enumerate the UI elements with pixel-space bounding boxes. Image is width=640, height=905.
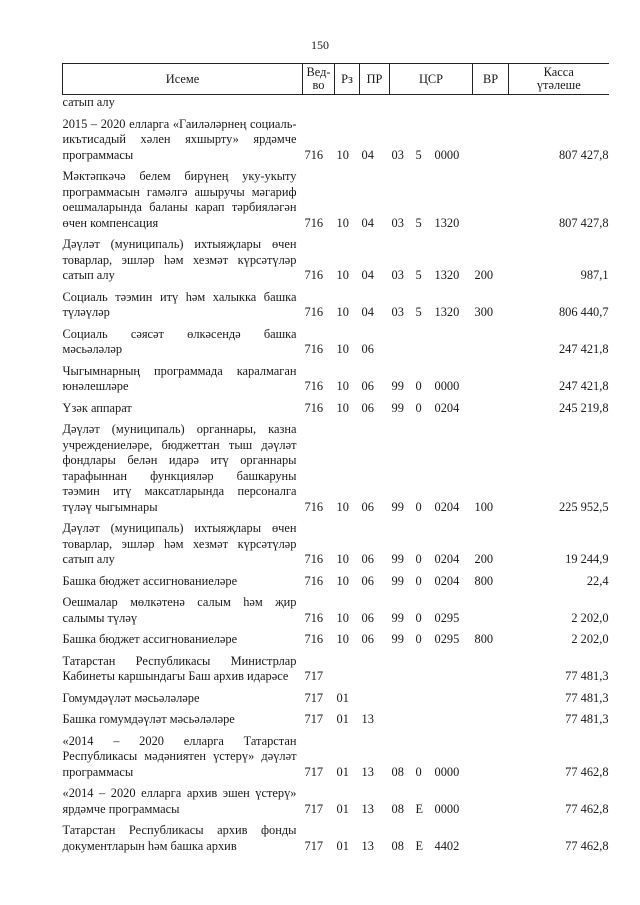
row-rz: 10 [336, 610, 349, 625]
row-csr-subprogram: 0 [415, 764, 422, 779]
table-row [63, 422, 609, 515]
row-vr: 800 [474, 573, 494, 588]
row-csr-subprogram [414, 95, 433, 111]
table-row [63, 595, 609, 626]
row-ved: 717 [304, 712, 324, 726]
row-ved: 716 [304, 400, 324, 415]
row-csr-subprogram: 0 [415, 610, 422, 625]
row-csr-program [390, 327, 414, 358]
row-pr [360, 654, 390, 685]
row-csr-direction [433, 691, 473, 707]
row-csr-program: 03 [391, 215, 404, 230]
row-kassa: 2 202,0 [571, 632, 609, 646]
row-kassa: 806 440,7 [558, 305, 609, 319]
table-row [63, 169, 609, 231]
row-csr-program: 03 [391, 268, 404, 282]
row-csr-program: 08 [391, 801, 404, 816]
header-kassa: Касса үтәлеше [509, 64, 609, 95]
row-vr [473, 712, 509, 728]
header-name: Исеме [63, 64, 303, 95]
row-csr-direction: 0204 [434, 552, 460, 566]
header-pr: ПР [360, 64, 390, 95]
row-name: Татарстан Республикасы архив фонды документларын һәм башка архив [62, 823, 297, 853]
row-name: Башка гомумдәүләт мәсьәләләре [62, 712, 235, 726]
row-kassa: 807 427,8 [558, 215, 609, 230]
table-row [63, 654, 609, 685]
header-vr: ВР [473, 64, 509, 95]
row-ved: 717 [304, 690, 324, 705]
row-name: «2014 – 2020 елларга Татарстан Республикасы мәдәниятен үстерү» дәүләт программасы [62, 733, 297, 779]
row-name: Гомумдәүләт мәсьәләләре [62, 690, 200, 705]
row-csr-direction: 0204 [434, 499, 460, 514]
row-vr [473, 327, 509, 358]
row-rz: 01 [336, 838, 349, 853]
row-pr: 06 [361, 379, 374, 393]
row-csr-direction: 0000 [434, 764, 460, 779]
row-ved: 716 [304, 610, 324, 625]
row-rz [335, 95, 360, 111]
row-name: Социаль тәэмин итү һәм халыкка башка түләүләр [62, 289, 297, 319]
row-name: Чыгымнарның программада каралмаган юнәлешләре [62, 363, 297, 393]
row-csr-subprogram [414, 327, 433, 358]
row-vr: 200 [474, 552, 494, 566]
table-row [63, 823, 609, 854]
row-csr-program [390, 691, 414, 707]
row-ved: 716 [304, 215, 324, 230]
row-rz: 01 [336, 801, 349, 816]
row-ved: 716 [304, 379, 324, 393]
table-row [63, 786, 609, 817]
row-rz [335, 654, 360, 685]
table-row [63, 237, 609, 284]
table-row [63, 401, 609, 417]
row-vr [473, 691, 509, 707]
row-csr-subprogram [414, 654, 433, 685]
row-csr-subprogram [414, 712, 433, 728]
row-ved: 717 [304, 801, 324, 816]
row-name: сатып алу [62, 95, 115, 109]
row-ved: 717 [304, 764, 324, 779]
row-csr-program [390, 654, 414, 685]
row-csr-program: 99 [391, 499, 404, 514]
table-row [63, 691, 609, 707]
row-kassa: 245 219,8 [558, 400, 609, 415]
row-name: Дәүләт (муниципаль) органнары, казна учреждениеләре, бюджеттан тыш дәүләт фондлары белән идарә итү органнары тарафыннан функцияләр башкаруны тәэмин итү максатларында персоналга түләү чыгымнары [62, 422, 297, 514]
row-pr: 06 [361, 400, 374, 415]
row-ved: 716 [304, 305, 324, 319]
row-name: Оешмалар мөлкәтенә салым һәм җир салымы түләү [62, 595, 297, 625]
row-rz: 10 [336, 499, 349, 514]
row-csr-program [390, 712, 414, 728]
row-kassa: 225 952,5 [558, 499, 609, 514]
row-csr-direction: 0000 [434, 379, 460, 393]
row-name: Социаль сәясәт өлкәсендә башка мәсьәләләр [62, 326, 297, 356]
row-csr-program: 99 [391, 379, 404, 393]
row-vr: 100 [474, 499, 494, 514]
row-rz: 10 [336, 305, 349, 319]
row-rz: 01 [336, 712, 349, 726]
row-kassa: 247 421,8 [558, 342, 609, 356]
row-pr: 06 [361, 342, 374, 356]
row-vr [473, 364, 509, 395]
row-kassa: 77 462,8 [565, 764, 609, 779]
row-pr: 06 [361, 499, 374, 514]
row-rz: 10 [336, 632, 349, 646]
row-ved: 716 [304, 342, 324, 356]
row-ved: 716 [304, 499, 324, 514]
row-pr: 06 [361, 552, 374, 566]
row-pr: 06 [361, 573, 374, 588]
row-vr: 800 [474, 632, 494, 646]
row-name: Дәүләт (муниципаль) ихтыяҗлары өчен товарлар, эшләр һәм хезмәт күрсәтүләр сатып алу [62, 237, 297, 282]
row-name: Башка бюджет ассигнованиеләре [62, 573, 238, 588]
row-csr-program [390, 95, 414, 111]
row-csr-subprogram: Е [415, 838, 424, 853]
row-ved: 716 [304, 552, 324, 566]
row-csr-subprogram: 0 [415, 379, 422, 393]
row-pr: 13 [361, 764, 374, 779]
row-kassa: 77 481,3 [565, 690, 609, 705]
row-csr-program: 08 [391, 838, 404, 853]
row-kassa [509, 95, 609, 111]
row-kassa: 247 421,8 [558, 379, 609, 393]
row-vr [473, 95, 509, 111]
row-ved: 716 [304, 573, 324, 588]
row-pr [360, 95, 390, 111]
row-csr-subprogram: 0 [415, 400, 422, 415]
row-name: Үзәк аппарат [62, 400, 132, 415]
row-rz: 10 [336, 573, 349, 588]
row-csr-subprogram: 0 [415, 632, 422, 646]
row-pr: 04 [361, 147, 374, 162]
row-name: Дәүләт (муниципаль) ихтыяҗлары өчен товарлар, эшләр һәм хезмәт күрсәтүләр сатып алу [62, 521, 297, 566]
row-rz: 01 [336, 764, 349, 779]
row-name: 2015 – 2020 елларга «Гаиләләрнең социаль-икътисадый хәлен яхшырту» ярдәмче программасы [62, 116, 297, 162]
row-csr-program: 99 [391, 400, 404, 415]
table-row [63, 117, 609, 164]
row-rz: 01 [336, 690, 349, 705]
row-vr [473, 595, 509, 626]
row-kassa: 77 462,8 [565, 801, 609, 816]
row-vr [473, 169, 509, 231]
table-row [63, 327, 609, 358]
row-rz: 10 [336, 268, 349, 282]
row-csr-subprogram [414, 691, 433, 707]
row-csr-subprogram: 5 [415, 305, 422, 319]
row-csr-direction [433, 654, 473, 685]
row-rz: 10 [336, 215, 349, 230]
row-pr: 06 [361, 610, 374, 625]
row-csr-direction [433, 327, 473, 358]
table-header [63, 64, 609, 95]
row-pr [360, 691, 390, 707]
row-vr [473, 734, 509, 781]
header-ved: Вед- во [303, 64, 335, 95]
row-csr-subprogram: 5 [415, 147, 422, 162]
row-csr-program: 99 [391, 610, 404, 625]
page-number: 150 [311, 38, 329, 52]
row-kassa: 2 202,0 [571, 610, 609, 625]
row-pr: 04 [361, 215, 374, 230]
row-csr-program: 99 [391, 552, 404, 566]
row-ved: 716 [304, 632, 324, 646]
table-row [63, 521, 609, 568]
row-csr-program: 03 [391, 305, 404, 319]
row-csr-direction: 0000 [434, 801, 460, 816]
table-row [63, 95, 609, 111]
row-name: Башка бюджет ассигнованиеләре [62, 632, 238, 646]
row-vr [473, 786, 509, 817]
row-name: Мәктәпкәчә белем бирүнең уку-укыту программасын гамәлгә ашыручы мәгариф оешмаларында баланы карап тәрбияләгән өчен компенсация [62, 169, 297, 230]
header-csr: ЦСР [390, 64, 473, 95]
row-kassa: 77 481,3 [565, 712, 609, 726]
row-pr: 06 [361, 632, 374, 646]
row-csr-subprogram: 5 [415, 215, 422, 230]
table-row [63, 290, 609, 321]
row-vr [473, 117, 509, 164]
row-ved [303, 95, 335, 111]
row-vr: 200 [474, 268, 494, 282]
row-csr-subprogram: 0 [415, 573, 422, 588]
row-vr [473, 654, 509, 685]
row-rz: 10 [336, 147, 349, 162]
table-row [63, 364, 609, 395]
row-vr [473, 401, 509, 417]
row-csr-direction: 0295 [434, 632, 460, 646]
row-pr: 04 [361, 268, 374, 282]
row-csr-subprogram: Е [415, 801, 424, 816]
row-csr-subprogram: 5 [415, 268, 422, 282]
table-row [63, 632, 609, 648]
row-csr-direction: 1320 [434, 215, 460, 230]
row-csr-direction: 4402 [434, 838, 460, 853]
row-pr: 13 [361, 838, 374, 853]
row-vr: 300 [474, 305, 494, 319]
row-kassa: 77 462,8 [565, 838, 609, 853]
row-name: Татарстан Республикасы Министрлар Кабинеты каршындагы Баш архив идарәсе [62, 653, 297, 683]
row-csr-subprogram: 0 [415, 499, 422, 514]
row-kassa: 807 427,8 [558, 147, 609, 162]
row-pr: 13 [361, 712, 374, 726]
table-row [63, 574, 609, 590]
row-csr-program: 03 [391, 147, 404, 162]
row-rz: 10 [336, 379, 349, 393]
row-ved: 717 [304, 838, 324, 853]
table-row [63, 734, 609, 781]
row-rz: 10 [336, 342, 349, 356]
row-csr-program: 99 [391, 632, 404, 646]
row-csr-direction: 1320 [434, 268, 460, 282]
row-csr-direction: 0000 [434, 147, 460, 162]
row-csr-direction: 0204 [434, 400, 460, 415]
row-kassa: 987,1 [580, 268, 609, 282]
row-csr-program: 08 [391, 764, 404, 779]
row-kassa: 22,4 [586, 573, 609, 588]
budget-table [62, 63, 609, 854]
row-rz: 10 [336, 400, 349, 415]
header-rz: Рз [335, 64, 360, 95]
row-ved: 716 [304, 147, 324, 162]
row-csr-program: 99 [391, 573, 404, 588]
row-pr: 04 [361, 305, 374, 319]
row-pr: 13 [361, 801, 374, 816]
row-csr-direction: 1320 [434, 305, 460, 319]
row-csr-direction: 0204 [434, 573, 460, 588]
row-csr-direction: 0295 [434, 610, 460, 625]
row-csr-direction [433, 95, 473, 111]
row-vr [473, 823, 509, 854]
row-rz: 10 [336, 552, 349, 566]
row-csr-subprogram: 0 [415, 552, 422, 566]
row-ved: 716 [304, 268, 324, 282]
row-name: «2014 – 2020 елларга архив эшен үстерү» ярдәмче программасы [62, 786, 297, 816]
row-ved: 717 [304, 669, 324, 683]
table-row [63, 712, 609, 728]
row-csr-direction [433, 712, 473, 728]
row-kassa: 77 481,3 [565, 669, 609, 683]
row-kassa: 19 244,9 [565, 552, 609, 566]
